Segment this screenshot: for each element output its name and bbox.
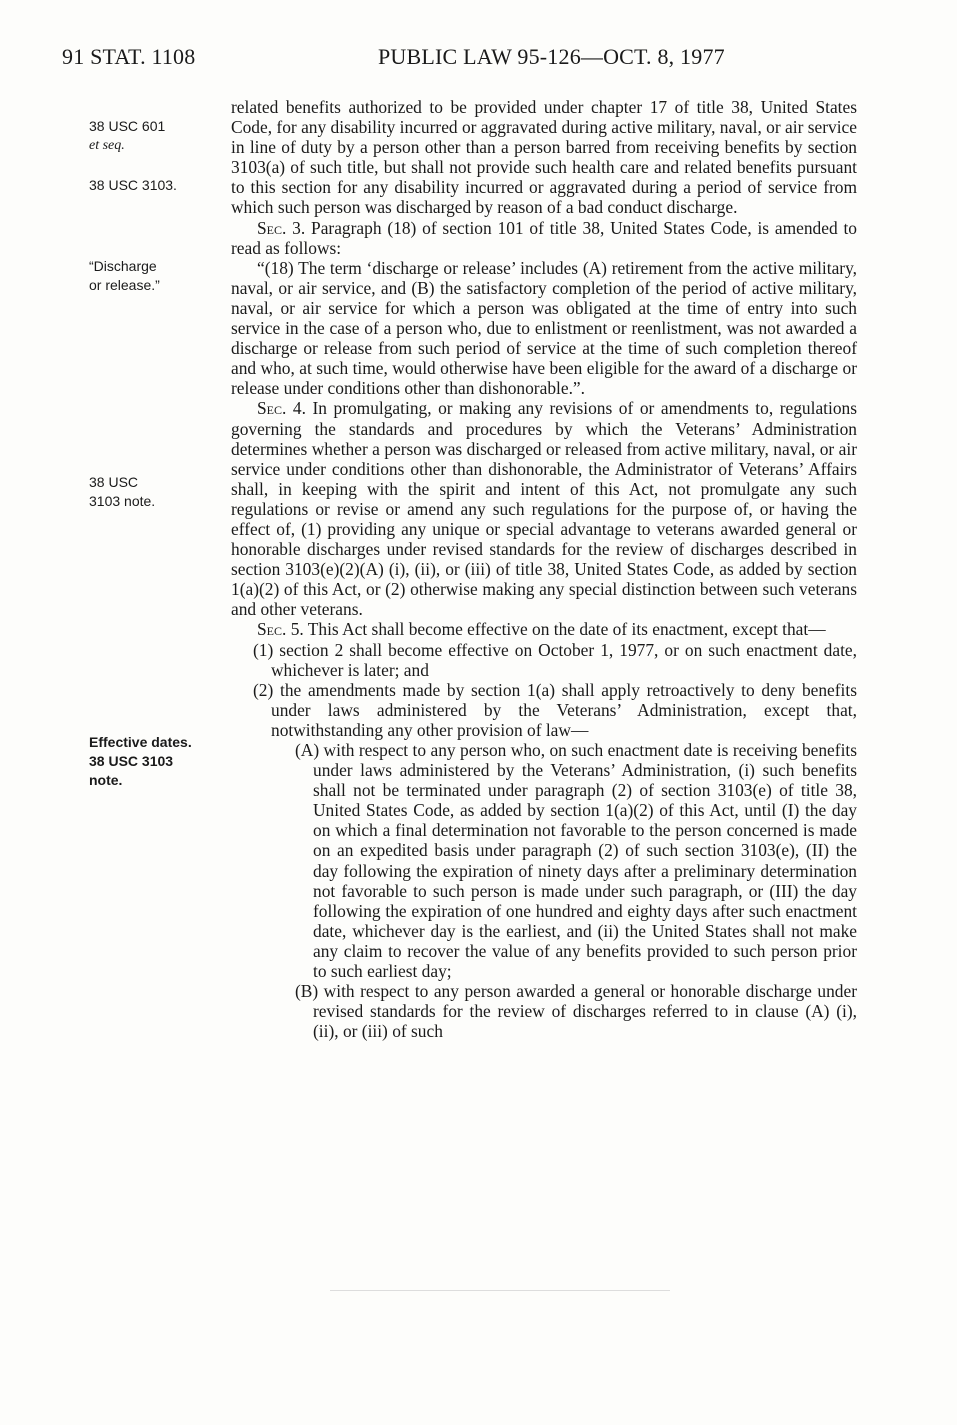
section-label: Sec. 5. — [257, 619, 304, 640]
section-label: Sec. 3. — [257, 217, 306, 238]
margin-note-line: 38 USC 3103. — [89, 177, 177, 193]
statute-body — [231, 97, 857, 1041]
section-4 — [231, 398, 857, 619]
margin-note-line: 38 USC 601 — [89, 118, 166, 134]
margin-note-38usc601 — [89, 117, 201, 155]
margin-note-line: 38 USC 3103 — [89, 753, 174, 769]
margin-note-line: Effective dates. — [89, 734, 192, 750]
margin-note-effective-dates — [89, 733, 201, 790]
clause-1: (1) section 2 shall become effective on October 1, 1977, or on such enactment date, whichever is later; and — [253, 639, 857, 680]
paragraph-definition-18: “(18) The term ‘discharge or release’ includes (A) retirement from the active military, naval, or air service, and (B) the satisfactory completion of the period of active military, naval, or air service for which a person was obligated at the time of entry into such service in the case of a person who, due to enlistment or reenlistment, was not awarded a discharge or release from such period of service at the time of such completion thereof and who, at such time, would otherwise have been eligible for the award of a discharge or release under conditions other than dishonorable.”. — [231, 257, 857, 399]
margin-note-line: et seq. — [89, 138, 125, 153]
clause-2-a: (A) with respect to any person who, on such enactment date is receiving benefits under laws administered by the Veterans’ Administration, (i) such benefits shall not be terminated under paragraph (2) of section 3103(e) of title 38, United States Code, as added by section 1(a)(2) of this Act, until (I) the day on which a final determination not favorable to the person concerned is made on an expedited basis under paragraph (2) of such section 3103(e), (II) the day following the expiration of ninety days after a preliminary determination not favorable to such person is made under such paragraph, or (III) the day following the expiration of one hundred and eighty days after such enactment date, whichever day is the earliest, and (ii) the United States shall not make any claim to recover the value of any benefits provided to such person prior to such earliest day; — [295, 740, 857, 982]
clause-2: (2) the amendments made by section 1(a) shall apply retroactively to deny benefits under laws administered by the Veterans’ Administration, except that, notwithstanding any other provision of law— — [253, 679, 857, 740]
section-text: In promulgating, or making any revisions of or amendments to, regulations governing the standards and procedures by which the Veterans’ Administration determines whether a person was discharged or released from active military, naval, or air service under conditions other than dishonorable, the Administrator of Veterans’ Affairs shall, in keeping with the spirit and intent of this Act, not promulgate any such regulations or revise or amend any such regulations for the purpose of, or having the effect of, (1) providing any unique or special advantage to veterans awarded general or honorable discharges under revised standards for the review of discharges described in section 3103(e)(2)(A) (i), (ii), or (iii) of title 38, United States Code, as added by section 1(a)(2) of this Act, or (2) otherwise making any special distinction between such veterans and other veterans. — [231, 398, 857, 620]
margin-note-line: note. — [89, 772, 123, 788]
section-3 — [231, 218, 857, 258]
paragraph-continuation: related benefits authorized to be provided under chapter 17 of title 38, United States Code, for any disability incurred or aggravated during active military, naval, or air service in line of duty by a person other than a person barred from receiving benefits by section 3103(a) of such title, but shall not provide such health care and related benefits pursuant to this section for any disability incurred or aggravated during a period of service from which such person was discharged by reason of a bad conduct discharge. — [231, 97, 857, 218]
section-text: Paragraph (18) of section 101 of title 38, United States Code, is amended to read as follows: — [231, 217, 858, 258]
margin-note-discharge-or-release — [89, 257, 201, 295]
running-title: PUBLIC LAW 95-126—OCT. 8, 1977 — [378, 44, 725, 69]
section-5 — [231, 619, 857, 639]
margin-note-line: 38 USC — [89, 474, 139, 490]
margin-note-line: 3103 note. — [89, 493, 156, 509]
bleed-through-rule — [330, 1290, 670, 1291]
clause-2-b: (B) with respect to any person awarded a general or honorable discharge under revised standards for the review of discharges referred to in clause (A) (i), (ii), or (iii) of such — [295, 981, 857, 1042]
margin-note-3103-note — [89, 473, 201, 511]
statute-page-number: 91 STAT. 1108 — [62, 44, 196, 69]
section-label: Sec. 4. — [257, 398, 306, 419]
margin-note-38usc3103 — [89, 176, 201, 195]
margin-note-line: “Discharge — [89, 258, 157, 274]
margin-note-line: or release.” — [89, 277, 160, 293]
section-text: This Act shall become effective on the date of its enactment, except that— — [303, 619, 826, 640]
page-header — [62, 44, 862, 74]
